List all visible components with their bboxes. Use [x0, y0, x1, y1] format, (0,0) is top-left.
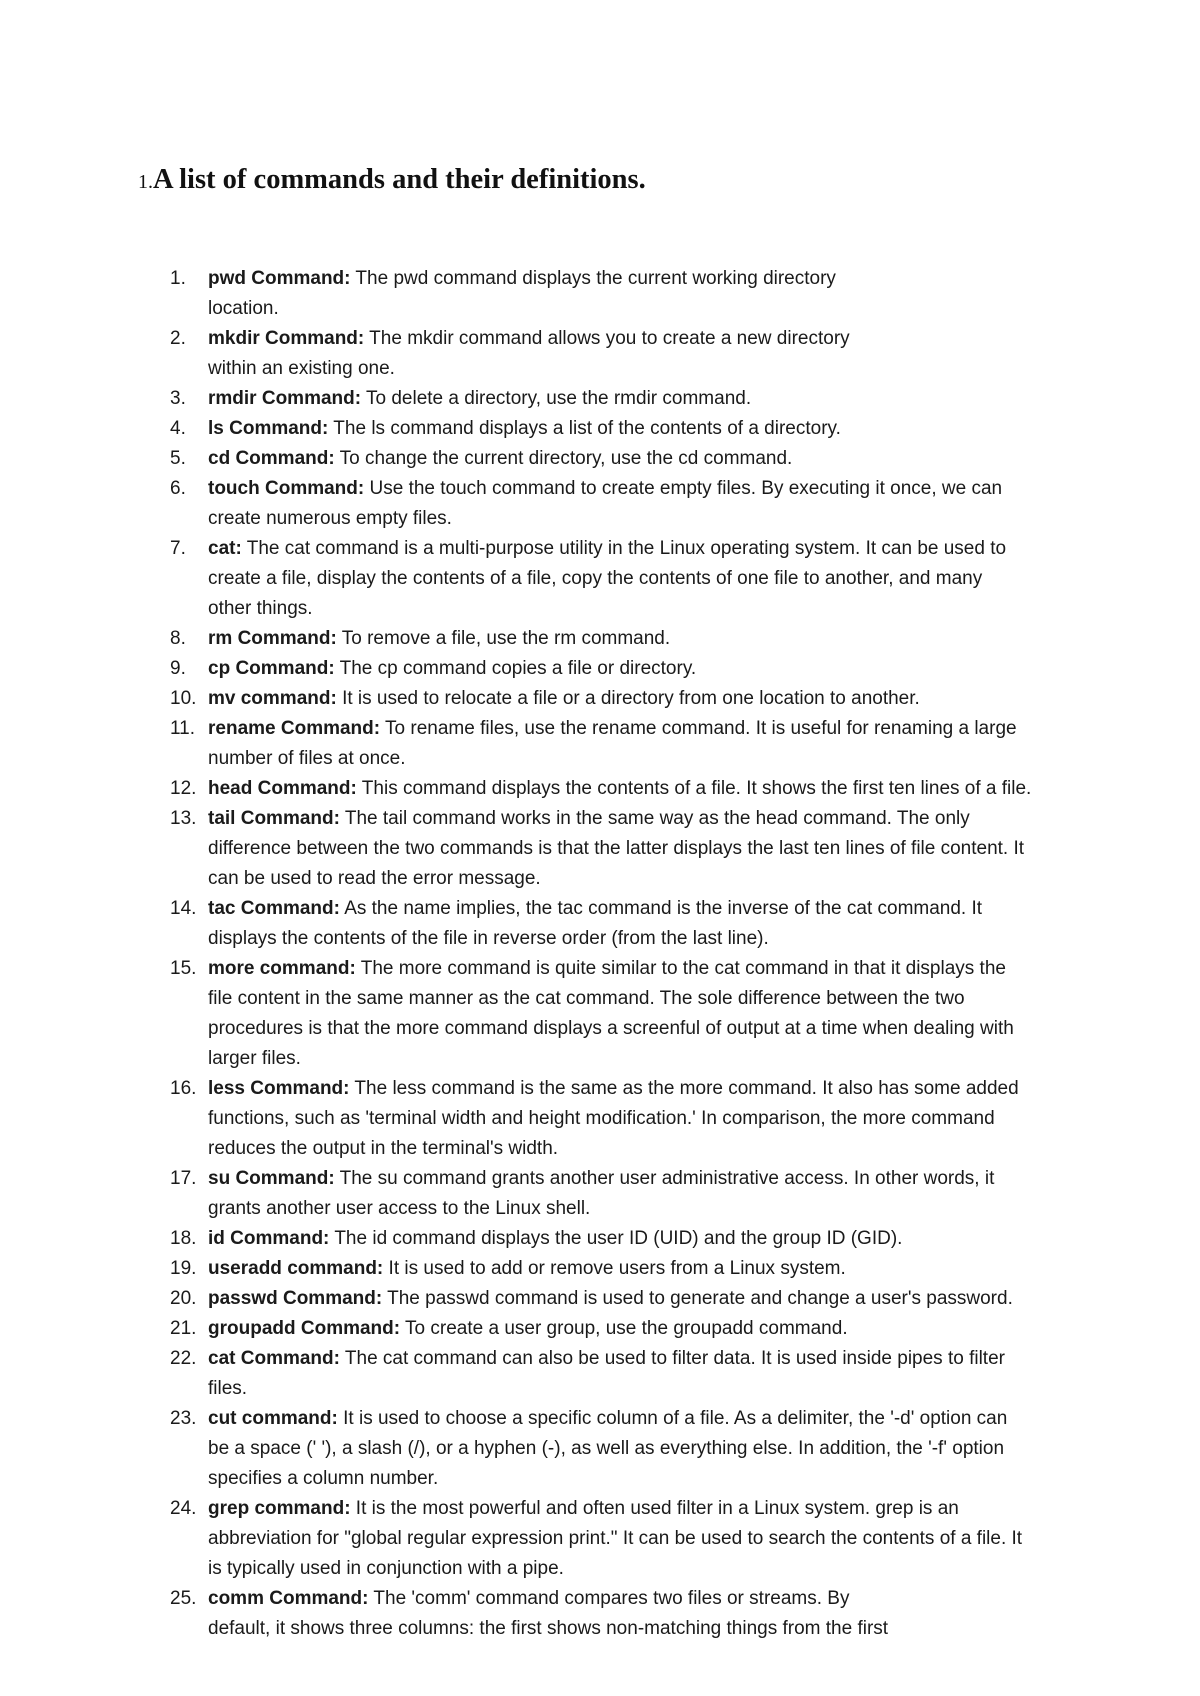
command-name: mkdir Command:: [208, 328, 365, 349]
list-item-line: [208, 954, 1180, 984]
list-item-number: 18.: [170, 1228, 197, 1249]
list-item-line: location.: [208, 298, 279, 319]
list-item-number: 2.: [170, 328, 186, 349]
list-item-line: [208, 414, 1180, 444]
list-item-number: 4.: [170, 418, 186, 439]
list-item-line: [208, 774, 1180, 804]
list-item-line: [208, 684, 1180, 714]
list-item-number: 25.: [170, 1588, 197, 1609]
command-name: cd Command:: [208, 448, 335, 469]
list-item-number: 3.: [170, 388, 186, 409]
heading-text: A list of commands and their definitions.: [153, 164, 646, 195]
command-definition: This command displays the contents of a file. It shows the first ten lines of a file.: [356, 778, 1032, 799]
list-item-line: [208, 444, 1180, 474]
list-item-number: 7.: [170, 538, 186, 559]
list-item-line: larger files.: [208, 1048, 301, 1069]
command-definition: It is used to relocate a file or a directory from one location to another.: [336, 688, 920, 709]
list-item: [0, 624, 1200, 654]
list-item: [0, 384, 1200, 414]
command-definition: The cat command can also be used to filter data. It is used inside pipes to filter: [339, 1348, 1005, 1369]
command-name: less Command:: [208, 1078, 350, 1099]
list-item-line: [208, 894, 1180, 924]
list-item-number: 9.: [170, 658, 186, 679]
list-item: [0, 414, 1200, 444]
command-definition: The less command is the same as the more command. It also has some added: [349, 1078, 1019, 1099]
command-definition: As the name implies, the tac command is the inverse of the cat command. It: [339, 898, 983, 919]
list-item-line: [208, 654, 1180, 684]
list-item-number: 10.: [170, 688, 197, 709]
list-item-line: [208, 1404, 1180, 1434]
list-item-line: [208, 1584, 1180, 1614]
list-item: [0, 894, 1200, 954]
command-definition: It is used to choose a specific column of a file. As a delimiter, the '-d' option can: [337, 1408, 1008, 1429]
command-name: ls Command:: [208, 418, 329, 439]
list-item: [0, 324, 1200, 384]
command-name: rmdir Command:: [208, 388, 362, 409]
command-definition: To create a user group, use the groupadd command.: [400, 1318, 848, 1339]
list-item-line: [208, 264, 1180, 294]
list-item-line: default, it shows three columns: the first shows non-matching things from the first: [208, 1618, 889, 1639]
command-definition: It is the most powerful and often used filter in a Linux system. grep is an: [350, 1498, 959, 1519]
command-definition: It is used to add or remove users from a Linux system.: [383, 1258, 846, 1279]
command-definition: The cp command copies a file or directory.: [334, 658, 697, 679]
list-item-line: [208, 1164, 1180, 1194]
list-item-line: [208, 1284, 1180, 1314]
command-definition: To delete a directory, use the rmdir command.: [361, 388, 752, 409]
list-item-number: 13.: [170, 808, 197, 829]
command-definition: The mkdir command allows you to create a new directory: [364, 328, 850, 349]
command-definition: The tail command works in the same way as the head command. The only: [339, 808, 970, 829]
list-item-line: grants another user access to the Linux shell.: [208, 1198, 591, 1219]
list-item-line: [208, 804, 1180, 834]
command-name: groupadd Command:: [208, 1318, 401, 1339]
list-item: [0, 654, 1200, 684]
list-item: [0, 1314, 1200, 1344]
list-item-line: procedures is that the more command displays a screenful of output at a time when dealing with: [208, 1018, 1014, 1039]
list-item-line: create a file, display the contents of a file, copy the contents of one file to another, and many: [208, 568, 983, 589]
list-item-number: 20.: [170, 1288, 197, 1309]
list-item: [0, 264, 1200, 324]
list-item-line: [208, 384, 1180, 414]
command-name: rm Command:: [208, 628, 337, 649]
list-item-number: 17.: [170, 1168, 197, 1189]
list-item-line: other things.: [208, 598, 313, 619]
command-list: [0, 264, 1200, 1644]
command-name: passwd Command:: [208, 1288, 383, 1309]
command-definition: The id command displays the user ID (UID) and the group ID (GID).: [329, 1228, 903, 1249]
command-name: head Command:: [208, 778, 357, 799]
list-item: [0, 474, 1200, 534]
command-name: tail Command:: [208, 808, 340, 829]
list-item: [0, 1224, 1200, 1254]
list-item: [0, 1284, 1200, 1314]
list-item-line: files.: [208, 1378, 248, 1399]
list-item: [0, 1074, 1200, 1164]
command-name: cp Command:: [208, 658, 335, 679]
list-item-number: 19.: [170, 1258, 197, 1279]
list-item: [0, 1254, 1200, 1284]
command-definition: The 'comm' command compares two files or streams. By: [368, 1588, 850, 1609]
list-item-line: reduces the output in the terminal's width.: [208, 1138, 559, 1159]
list-item: [0, 1164, 1200, 1224]
list-item-line: abbreviation for "global regular expression print." It can be used to search the contents of a file. It: [208, 1528, 1023, 1549]
list-item-line: [208, 1254, 1180, 1284]
list-item: [0, 1584, 1200, 1644]
list-item-line: difference between the two commands is that the latter displays the last ten lines of file content. It: [208, 838, 1025, 859]
command-name: pwd Command:: [208, 268, 351, 289]
list-item-line: [208, 1494, 1180, 1524]
list-item-line: specifies a column number.: [208, 1468, 439, 1489]
list-item: [0, 954, 1200, 1074]
heading-number: 1.: [138, 171, 153, 193]
list-item-number: 16.: [170, 1078, 197, 1099]
command-name: tac Command:: [208, 898, 340, 919]
list-item-number: 22.: [170, 1348, 197, 1369]
list-item-number: 23.: [170, 1408, 197, 1429]
list-item: [0, 684, 1200, 714]
list-item: [0, 1344, 1200, 1404]
list-item: [0, 774, 1200, 804]
command-definition: To remove a file, use the rm command.: [336, 628, 671, 649]
list-item-line: functions, such as 'terminal width and height modification.' In comparison, the more command: [208, 1108, 995, 1129]
command-name: rename Command:: [208, 718, 381, 739]
list-item-line: number of files at once.: [208, 748, 406, 769]
list-item-line: can be used to read the error message.: [208, 868, 541, 889]
list-item: [0, 534, 1200, 624]
list-item-line: within an existing one.: [208, 358, 395, 379]
list-item-line: create numerous empty files.: [208, 508, 452, 529]
list-item-number: 6.: [170, 478, 186, 499]
list-item: [0, 1494, 1200, 1584]
list-item-line: [208, 1074, 1180, 1104]
command-name: grep command:: [208, 1498, 351, 1519]
list-item-line: [208, 1314, 1180, 1344]
list-item: [0, 714, 1200, 774]
list-item-line: displays the contents of the file in reverse order (from the last line).: [208, 928, 769, 949]
command-definition: The passwd command is used to generate and change a user's password.: [382, 1288, 1013, 1309]
command-definition: The ls command displays a list of the contents of a directory.: [328, 418, 841, 439]
list-item-number: 14.: [170, 898, 197, 919]
list-item: [0, 804, 1200, 894]
list-item-number: 12.: [170, 778, 197, 799]
command-name: useradd command:: [208, 1258, 384, 1279]
list-item-line: [208, 474, 1180, 504]
command-name: comm Command:: [208, 1588, 369, 1609]
list-item-number: 24.: [170, 1498, 197, 1519]
list-item-line: [208, 534, 1180, 564]
list-item-line: [208, 324, 1180, 354]
command-definition: To change the current directory, use the cd command.: [334, 448, 793, 469]
command-name: cut command:: [208, 1408, 338, 1429]
list-item: [0, 1404, 1200, 1494]
command-definition: The more command is quite similar to the cat command in that it displays the: [355, 958, 1006, 979]
list-item-line: is typically used in conjunction with a pipe.: [208, 1558, 564, 1579]
command-name: touch Command:: [208, 478, 365, 499]
command-definition: The cat command is a multi-purpose utility in the Linux operating system. It can be used to: [241, 538, 1007, 559]
list-item-line: [208, 624, 1180, 654]
list-item-line: [208, 1344, 1180, 1374]
command-name: su Command:: [208, 1168, 335, 1189]
command-definition: Use the touch command to create empty files. By executing it once, we can: [364, 478, 1003, 499]
command-definition: The su command grants another user administrative access. In other words, it: [334, 1168, 995, 1189]
list-item: [0, 444, 1200, 474]
list-item-number: 11.: [170, 718, 196, 739]
list-item-line: file content in the same manner as the cat command. The sole difference between the two: [208, 988, 965, 1009]
list-item-number: 5.: [170, 448, 186, 469]
list-item-line: be a space (' '), a slash (/), or a hyphen (-), as well as everything else. In addition, the '-f' option: [208, 1438, 1005, 1459]
list-item-number: 15.: [170, 958, 197, 979]
command-definition: To rename files, use the rename command. It is useful for renaming a large: [380, 718, 1017, 739]
list-item-line: [208, 714, 1180, 744]
command-name: cat:: [208, 538, 242, 559]
command-definition: The pwd command displays the current working directory: [350, 268, 836, 289]
command-name: mv command:: [208, 688, 337, 709]
page-title: [138, 162, 646, 200]
command-name: more command:: [208, 958, 356, 979]
command-name: cat Command:: [208, 1348, 340, 1369]
list-item-number: 1.: [170, 268, 186, 289]
command-name: id Command:: [208, 1228, 330, 1249]
list-item-number: 21.: [170, 1318, 197, 1339]
list-item-line: [208, 1224, 1180, 1254]
list-item-number: 8.: [170, 628, 186, 649]
